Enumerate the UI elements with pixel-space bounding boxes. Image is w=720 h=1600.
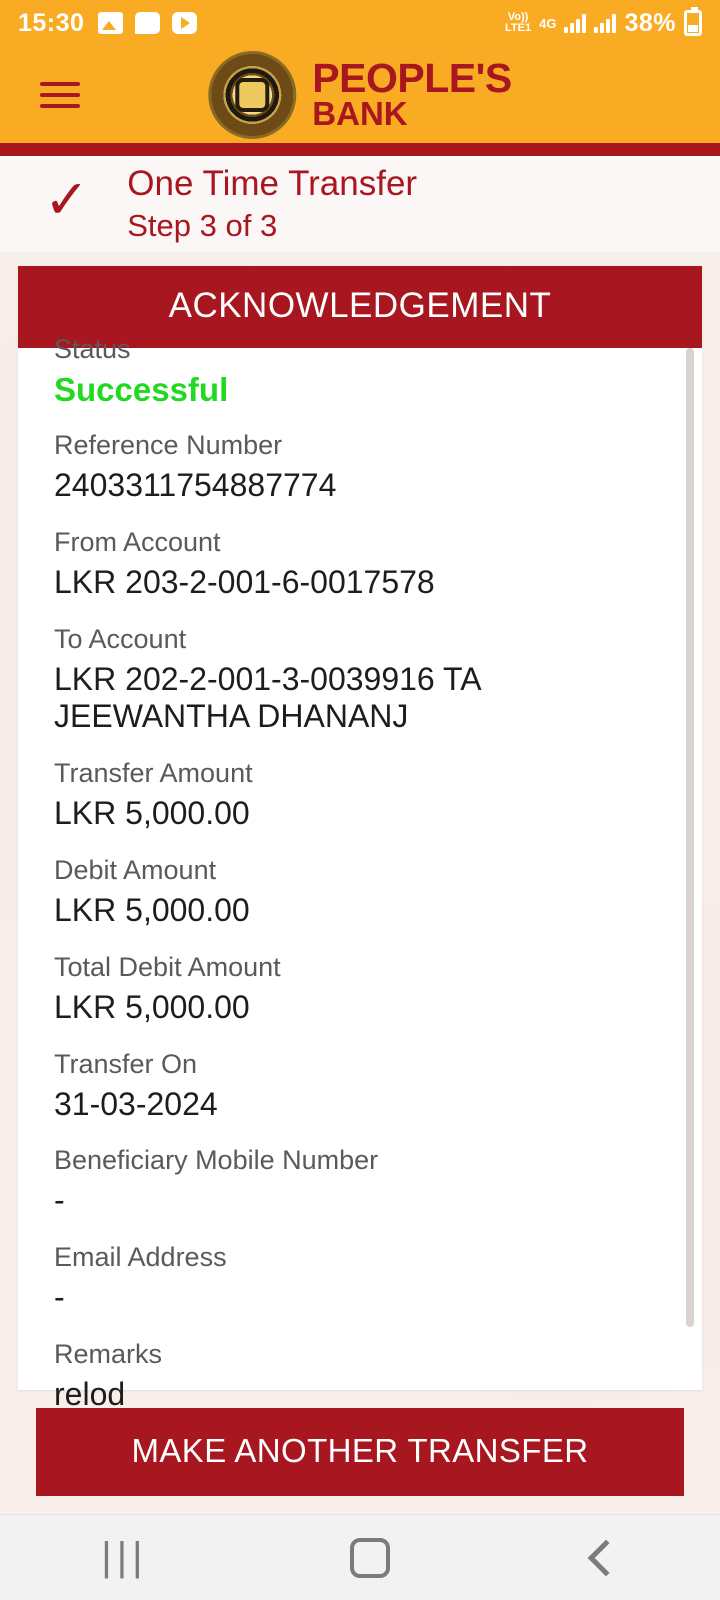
status-badge: Successful <box>54 371 229 409</box>
details-scroll-content <box>54 334 662 1412</box>
detail-value: LKR 5,000.00 <box>54 988 250 1025</box>
brand-lockup <box>208 51 511 139</box>
detail-row <box>54 855 662 930</box>
signal-strength-icon-1 <box>564 13 586 33</box>
system-navigation-bar <box>0 1514 720 1600</box>
recent-apps-icon[interactable]: ||| <box>101 1535 148 1579</box>
detail-row <box>54 430 662 505</box>
brand-text <box>312 55 512 133</box>
status-bar-notification-icons <box>98 12 197 34</box>
hamburger-line-2 <box>40 93 80 97</box>
volte-line1: Vo)) <box>507 11 529 23</box>
volte-line2: LTE1 <box>505 22 532 34</box>
detail-label: Remarks <box>54 1338 163 1369</box>
detail-row <box>54 1339 662 1414</box>
youtube-icon <box>172 12 197 34</box>
detail-row <box>54 758 662 833</box>
brand-name-line1: PEOPLE'S <box>312 55 512 102</box>
network-type-label: 4G <box>539 15 557 31</box>
volte-icon <box>505 12 531 34</box>
app-bar <box>0 46 720 143</box>
hamburger-line-3 <box>40 104 80 108</box>
details-scrollbar-thumb[interactable] <box>686 348 694 1327</box>
detail-row <box>54 1049 662 1124</box>
detail-row <box>54 1242 662 1317</box>
battery-icon <box>684 10 702 36</box>
detail-label: Reference Number <box>54 429 283 460</box>
detail-label: Email Address <box>54 1242 227 1273</box>
status-bar-system-icons <box>505 9 702 38</box>
detail-label: Status <box>54 334 131 364</box>
detail-value: LKR 5,000.00 <box>54 891 250 928</box>
detail-value: - <box>54 1279 65 1316</box>
make-another-transfer-button[interactable]: MAKE ANOTHER TRANSFER <box>36 1408 684 1496</box>
details-scrollbar[interactable] <box>686 348 694 1390</box>
detail-value: LKR 203-2-001-6-0017578 <box>54 563 435 600</box>
back-icon[interactable] <box>587 1539 624 1576</box>
step-indicator: Step 3 of 3 <box>127 208 278 243</box>
status-bar-clock: 15:30 <box>18 8 85 37</box>
app-bar-divider <box>0 143 720 156</box>
battery-percent-label: 38% <box>624 8 676 37</box>
detail-label: Beneficiary Mobile Number <box>54 1145 379 1176</box>
card-header-title: ACKNOWLEDGEMENT <box>18 266 702 348</box>
check-mark-icon: ✓ <box>44 170 90 230</box>
brand-name-line2: BANK <box>312 95 408 133</box>
step-header-text <box>127 164 417 244</box>
photos-icon <box>98 12 123 34</box>
detail-value: relod <box>54 1375 126 1412</box>
step-header <box>0 156 720 252</box>
peoples-bank-logo-icon <box>208 51 296 139</box>
acknowledgement-details[interactable] <box>18 334 702 1412</box>
status-bar <box>0 0 720 46</box>
acknowledgement-card <box>18 266 702 1412</box>
detail-row <box>54 334 662 410</box>
detail-label: Transfer Amount <box>54 758 253 789</box>
detail-label: Total Debit Amount <box>54 951 281 982</box>
content-area <box>0 252 720 1514</box>
detail-label: To Account <box>54 623 187 654</box>
detail-row <box>54 952 662 1027</box>
detail-label: Transfer On <box>54 1048 198 1079</box>
detail-value: 31-03-2024 <box>54 1085 218 1122</box>
hamburger-menu-icon[interactable] <box>40 82 104 108</box>
hamburger-line-1 <box>40 82 80 86</box>
detail-value: LKR 202-2-001-3-0039916 TA JEEWANTHA DHANANJ <box>54 660 480 735</box>
detail-row <box>54 527 662 602</box>
detail-label: From Account <box>54 526 221 557</box>
detail-value: 2403311754887774 <box>54 467 337 504</box>
messages-icon <box>135 12 160 34</box>
detail-row <box>54 624 662 737</box>
detail-value: - <box>54 1182 65 1219</box>
page-title: One Time Transfer <box>127 164 418 203</box>
detail-label: Debit Amount <box>54 854 217 885</box>
signal-strength-icon-2 <box>594 13 616 33</box>
detail-value: LKR 5,000.00 <box>54 795 250 832</box>
home-icon[interactable] <box>350 1538 390 1578</box>
detail-row <box>54 1145 662 1220</box>
